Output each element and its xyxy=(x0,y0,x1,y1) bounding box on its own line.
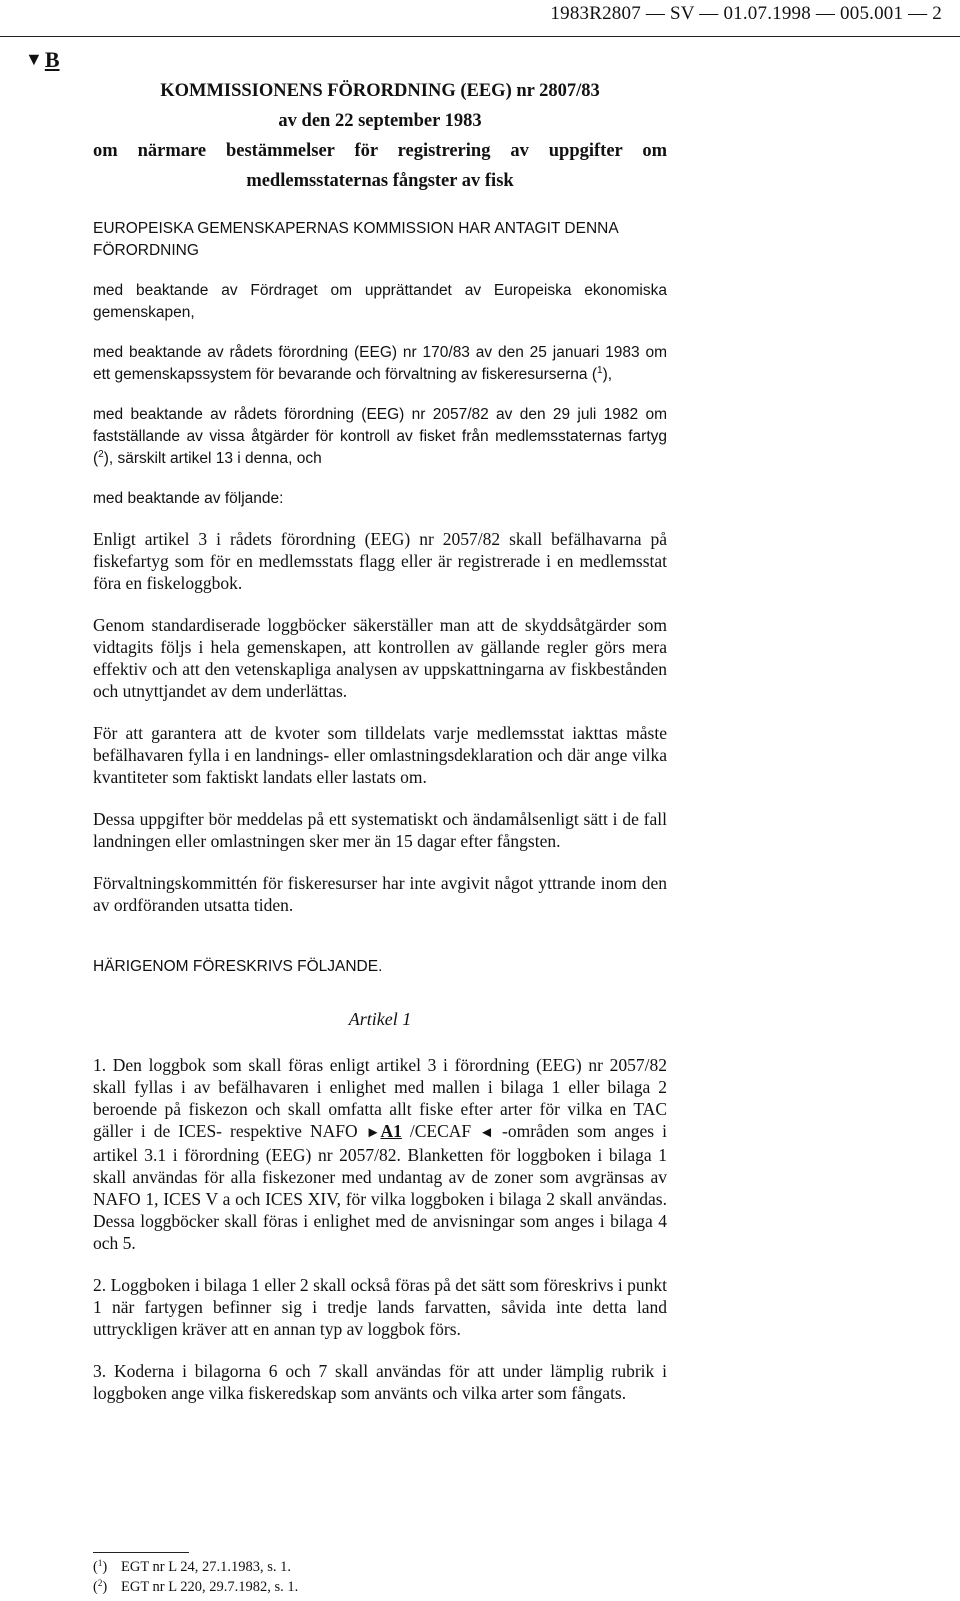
amendment-marker xyxy=(25,47,60,73)
recital-2: Genom standardiserade loggböcker säkerställer man att de skyddsåtgärder som vidtagits följs i hela gemenskapen, att kontrollen av gällande regler görs mera effektiv och att den vetenskapliga analysen av uppskattningarna av fiskbestånden och utnyttjandet av dem underlättas. xyxy=(93,615,667,701)
footnote-divider xyxy=(93,1552,189,1553)
amendment-link-a1[interactable]: A1 xyxy=(380,1121,402,1141)
recital-3: För att garantera att de kvoter som tilldelats varje medlemsstat iakttas måste befälhavaren fylla i en landnings- eller omlastningsdeklaration och där ange vilka kvantiteter som faktiskt landats eller lastats om. xyxy=(93,723,667,787)
footnote-2: ($^2$) EGT nr L 220, 29.7.1982, s. 1. xyxy=(93,1578,299,1595)
document-reference-header: 1983R2807 — SV — 01.07.1998 — 005.001 — 2 xyxy=(550,3,942,24)
triangle-down-icon: ▼ xyxy=(25,49,43,69)
amendment-end-icon: ◄ xyxy=(479,1125,495,1141)
recital-4: Dessa uppgifter bör meddelas på ett systematiskt och ändamålsenligt sätt i de fall landningen eller omlastningen sker mer än 15 dagar efter fångsten. xyxy=(93,809,667,851)
document-body xyxy=(93,76,667,1424)
enacting-formula: HÄRIGENOM FÖRESKRIVS FÖLJANDE. xyxy=(93,958,383,975)
title-line-1: KOMMISSIONENS FÖRORDNING (EEG) nr 2807/83 xyxy=(160,81,600,101)
article-paragraph-3: 3. Koderna i bilagorna 6 och 7 skall användas för att under lämplig rubrik i loggboken ange vilka fiskeredskap som använts och vilka arter som fångats. xyxy=(93,1361,667,1403)
commission-statement: EUROPEISKA GEMENSKAPERNAS KOMMISSION HAR ANTAGIT DENNA FÖRORDNING xyxy=(93,220,618,259)
footnote-1: ($^1$) EGT nr L 24, 27.1.1983, s. 1. xyxy=(93,1558,291,1575)
footnotes xyxy=(93,1557,298,1597)
footnote-ref-2: 2 xyxy=(98,449,104,460)
preamble-whereas: med beaktande av följande: xyxy=(93,490,284,507)
footnote-ref-1: 1 xyxy=(597,365,603,376)
title-line-2: av den 22 september 1983 xyxy=(278,111,482,131)
recital-1: Enligt artikel 3 i rådets förordning (EEG) nr 2057/82 skall befälhavarna på fiskefartyg som för en medlemsstats flagg eller är registrerade i en medlemsstat föra en fiskeloggbok. xyxy=(93,529,667,593)
regulation-title xyxy=(93,76,667,196)
preamble-treaty: med beaktande av Fördraget om upprättandet av Europeiska ekonomiska gemenskapen, xyxy=(93,282,667,321)
article-heading: Artikel 1 xyxy=(348,1009,412,1029)
title-line-3: om närmare bestämmelser för registrering av uppgifter om xyxy=(93,141,667,161)
recital-5: Förvaltningskommittén för fiskeresurser har inte avgivit något yttrande inom den av ordföranden utsatta tiden. xyxy=(93,873,667,915)
title-line-4: medlemsstaternas fångster av fisk xyxy=(246,171,514,191)
article-paragraph-1: 1. Den loggbok som skall föras enligt artikel 3 i förordning (EEG) nr 2057/82 skall fyllas i av befälhavaren i enlighet med mallen i bilaga 1 eller bilaga 2 beroende på fiskezon och skall omfatta allt fiske efter arter för vilka en TAC gäller i de ICES- respektive NAFO ►A1 /CECAF ◄ -områden som anges i artikel 3.1 i förordning (EEG) nr 2057/82. Blanketten för loggboken i bilaga 1 skall användas för alla fiskezoner med undantag av de zoner som avgränsas av NAFO 1, ICES V a och ICES XIV, för vilka loggboken i bilaga 2 skall användas. Dessa loggböcker skall föras i enlighet med de anvisningar som anges i bilaga 4 och 5. xyxy=(93,1055,667,1253)
marker-letter: B xyxy=(44,47,60,72)
preamble-regulation-170-83: med beaktande av rådets förordning (EEG) nr 170/83 av den 25 januari 1983 om ett gemenskapssystem för bevarande och förvaltning av fiskeresurserna ($^1$), xyxy=(93,344,667,383)
preamble-regulation-2057-82: med beaktande av rådets förordning (EEG) nr 2057/82 av den 29 juli 1982 om fastställande av vissa åtgärder för kontroll av fisket från medlemsstaternas fartyg ($^2$), särskilt artikel 13 i denna, och xyxy=(93,406,667,467)
amendment-start-icon: ► xyxy=(365,1125,381,1141)
header-divider xyxy=(0,36,960,37)
article-paragraph-2: 2. Loggboken i bilaga 1 eller 2 skall också föras på det sätt som föreskrivs i punkt 1 när fartygen befinner sig i tredje lands farvatten, såvida inte detta land uttryckligen kräver att en annan typ av loggbok förs. xyxy=(93,1275,667,1339)
